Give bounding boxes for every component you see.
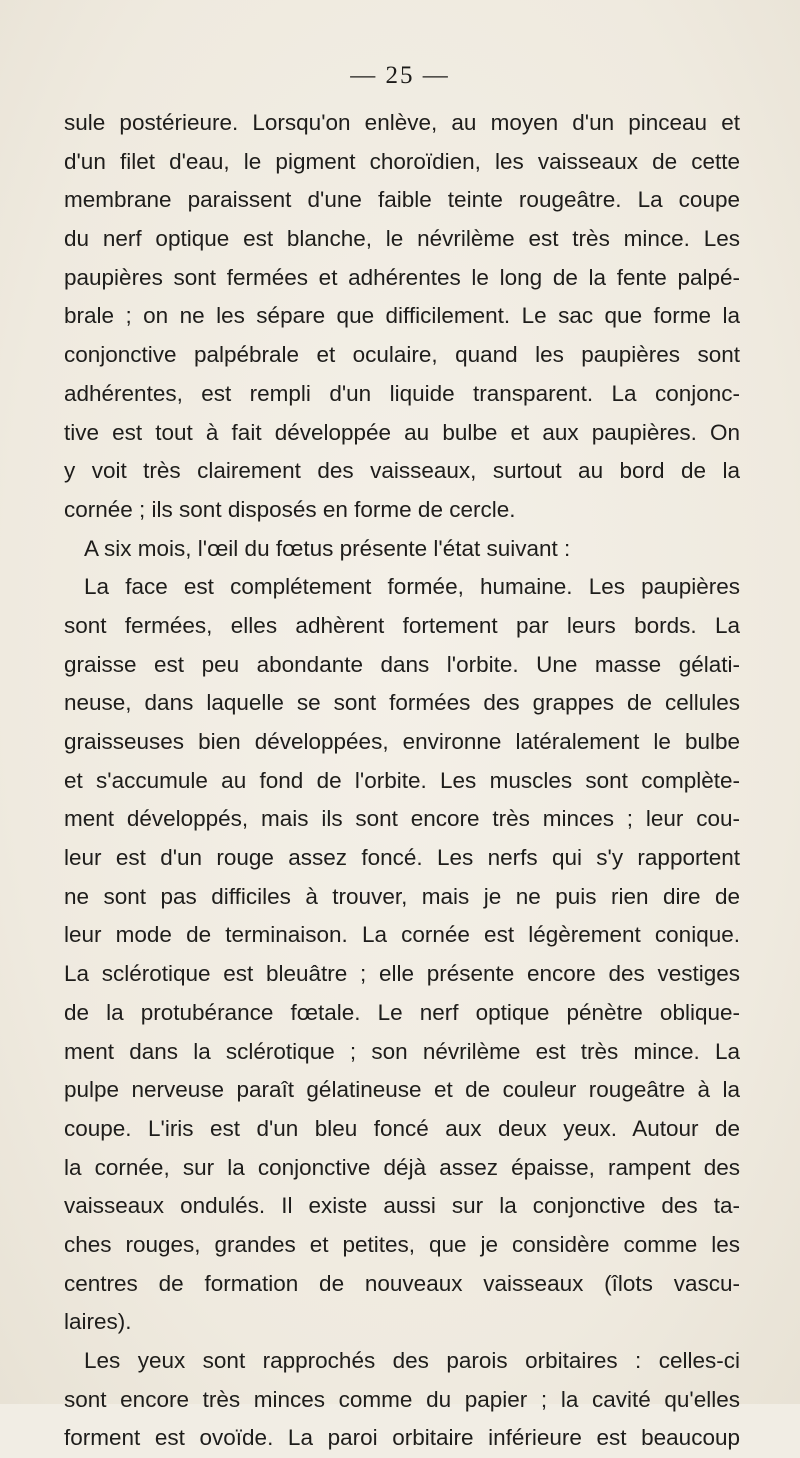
text-line: neuse, dans laquelle se sont formées des grappes de cellules bbox=[64, 690, 740, 716]
text-line: ment développés, mais ils sont encore très minces ; leur cou- bbox=[64, 806, 740, 832]
text-line: sont fermées, elles adhèrent fortement par leurs bords. La bbox=[64, 612, 740, 638]
text-line: leur est d'un rouge assez foncé. Les nerfs qui s'y rapportent bbox=[64, 845, 740, 871]
text-line: sont encore très minces comme du papier ; la cavité qu'elles bbox=[64, 1386, 740, 1412]
text-line: laires). bbox=[64, 1309, 132, 1335]
text-line: du nerf optique est blanche, le névrilème est très mince. Les bbox=[64, 226, 740, 252]
text-line: La sclérotique est bleuâtre ; elle présente encore des vestiges bbox=[64, 961, 740, 987]
text-line: coupe. L'iris est d'un bleu foncé aux deux yeux. Autour de bbox=[64, 1115, 740, 1141]
text-line: y voit très clairement des vaisseaux, surtout au bord de la bbox=[64, 458, 740, 484]
text-line: ne sont pas difficiles à trouver, mais je ne puis rien dire de bbox=[64, 883, 740, 909]
text-line: vaisseaux ondulés. Il existe aussi sur la conjonctive des ta- bbox=[64, 1193, 740, 1219]
text-line: la cornée, sur la conjonctive déjà assez épaisse, rampent des bbox=[64, 1154, 740, 1180]
text-line: A six mois, l'œil du fœtus présente l'état suivant : bbox=[84, 535, 571, 561]
text-line: conjonctive palpébrale et oculaire, quand les paupières sont bbox=[64, 342, 740, 368]
text-line: d'un filet d'eau, le pigment choroïdien, les vaisseaux de cette bbox=[64, 148, 740, 174]
text-line: sule postérieure. Lorsqu'on enlève, au moyen d'un pinceau et bbox=[64, 110, 740, 135]
text-line: graisseuses bien développées, environne latéralement le bulbe bbox=[64, 729, 740, 754]
text-line: adhérentes, est rempli d'un liquide transparent. La conjonc- bbox=[64, 380, 740, 406]
text-line: forment est ovoïde. La paroi orbitaire inférieure est beaucoup bbox=[64, 1425, 740, 1451]
text-line: leur mode de terminaison. La cornée est légèrement conique. bbox=[64, 922, 740, 948]
text-line: cornée ; ils sont disposés en forme de cercle. bbox=[64, 496, 516, 522]
text-line: pulpe nerveuse paraît gélatineuse et de couleur rougeâtre à la bbox=[64, 1077, 740, 1103]
body-text bbox=[64, 104, 740, 1458]
text-line: graisse est peu abondante dans l'orbite. Une masse gélati- bbox=[64, 651, 740, 677]
text-line: centres de formation de nouveaux vaisseaux (îlots vascu- bbox=[64, 1270, 740, 1296]
text-line: tive est tout à fait développée au bulbe et aux paupières. On bbox=[64, 419, 740, 445]
text-line: La face est complétement formée, humaine. Les paupières bbox=[84, 574, 740, 600]
text-line: et s'accumule au fond de l'orbite. Les muscles sont complète- bbox=[64, 767, 740, 793]
text-line: paupières sont fermées et adhérentes le long de la fente palpé- bbox=[64, 264, 740, 290]
text-line: brale ; on ne les sépare que difficilement. Le sac que forme la bbox=[64, 303, 740, 329]
page-number: — 25 — bbox=[350, 62, 450, 89]
text-line: ment dans la sclérotique ; son névrilème est très mince. La bbox=[64, 1038, 740, 1064]
text-line: membrane paraissent d'une faible teinte rougeâtre. La coupe bbox=[64, 187, 740, 213]
text-line: Les yeux sont rapprochés des parois orbitaires : celles-ci bbox=[84, 1348, 740, 1373]
text-line: ches rouges, grandes et petites, que je considère comme les bbox=[64, 1231, 740, 1257]
text-line: de la protubérance fœtale. Le nerf optique pénètre oblique- bbox=[64, 999, 740, 1025]
